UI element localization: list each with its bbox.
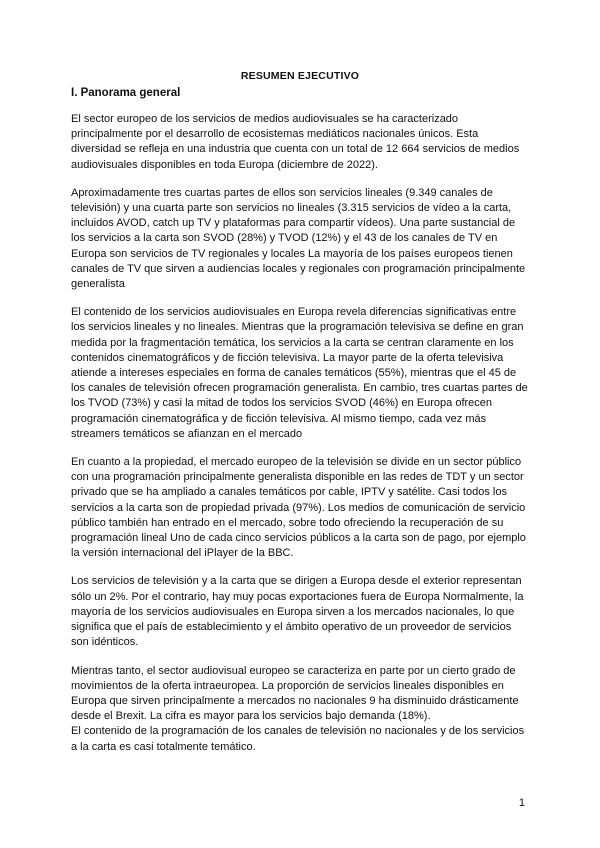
paragraph-content: El contenido de los servicios audiovisuales en Europa revela diferencias significativas entre los servicios lineales y no lineales. Mientras que la programación televisiva se define en gran medida por la fragmentación temática, los servicios a la carta se centran claramente en los contenidos cinematográficos y de ficción televisiva. La mayor parte de la oferta televisiva atiende a intereses especiales en forma de canales temáticos (55%), mientras que el 45 de los canales de televisión ofrecen programación generalista. En cambio, tres cuartas partes de los TVOD (73%) y casi la mitad de todos los servicios SVOD (46%) en Europa ofrecen programación cinematográfica y de ficción televisiva. Al mismo tiempo, cada vez más streamers temáticos se afianzan en el mercado: [71, 306, 528, 440]
paragraph-thematic: El contenido de la programación de los canales de televisión no nacionales y de los servicios a la carta es casi totalmente temático.: [71, 725, 525, 753]
page-number: 1: [518, 797, 525, 809]
paragraph-external-services: Los servicios de televisión y a la carta que se dirigen a Europa desde el exterior representan sólo un 2%. Por el contrario, hay muy pocas exportaciones fuera de Europa Normalmente, la mayoría de los servicios audiovisuales en Europa sirven a los mercados nacionales, lo que significa que el país de establecimiento y el ámbito operativo de un proveedor de servicios son idénticos.: [71, 575, 524, 649]
paragraph-intra-european: Mientras tanto, el sector audiovisual europeo se caracteriza en parte por un cierto grado de movimientos de la oferta intraeuropea. La proporción de servicios lineales disponibles en Europa que sirven principalmente a mercados no nacionales 9 ha disminuido drásticamente desde el Brexit. La cifra es mayor para los servicios bajo demanda (18%).: [71, 664, 519, 723]
section-heading: I. Panorama general: [71, 87, 181, 99]
paragraph-overview: El sector europeo de los servicios de medios audiovisuales se ha caracterizado principalmente por el desarrollo de ecosistemas mediáticos nacionales únicos. Esta diversidad se refleja en una industria que cuenta con un total de 12 664 servicios de medios audiovisuales disponibles en toda Europa (diciembre de 2022).: [71, 113, 520, 171]
body-text: [71, 112, 531, 755]
document-title: RESUMEN EJECUTIVO: [240, 70, 360, 82]
paragraph-linear-services: Aproximadamente tres cuartas partes de ellos son servicios lineales (9.349 canales de televisión) y una cuarta parte son servicios no lineales (3.315 servicios de vídeo a la carta, incluidos AVOD, catch up TV y plataformas para compartir vídeos). Una parte sustancial de los servicios a la carta son SVOD (28%) y TVOD (12%) y el 43 de los canales de TV en Europa son servicios de TV regionales y locales La mayoría de los países europeos tienen canales de TV que sirven a audiencias locales y regionales con programación principalmente generalista: [71, 186, 526, 291]
paragraph-ownership: En cuanto a la propiedad, el mercado europeo de la televisión se divide en un sector público con una programación principalmente generalista disponible en las redes de TDT y un sector privado que se ha ampliado a canales temáticos por cable, IPTV y satélite. Casi todos los servicios a la carta son de propiedad privada (97%). Los medios de comunicación de servicio público también han entrado en el mercado, sobre todo ofreciendo la recuperación de su programación lineal Uno de cada cinco servicios públicos a la carta son de pago, por ejemplo la versión internacional del iPlayer de la BBC.: [71, 456, 526, 560]
